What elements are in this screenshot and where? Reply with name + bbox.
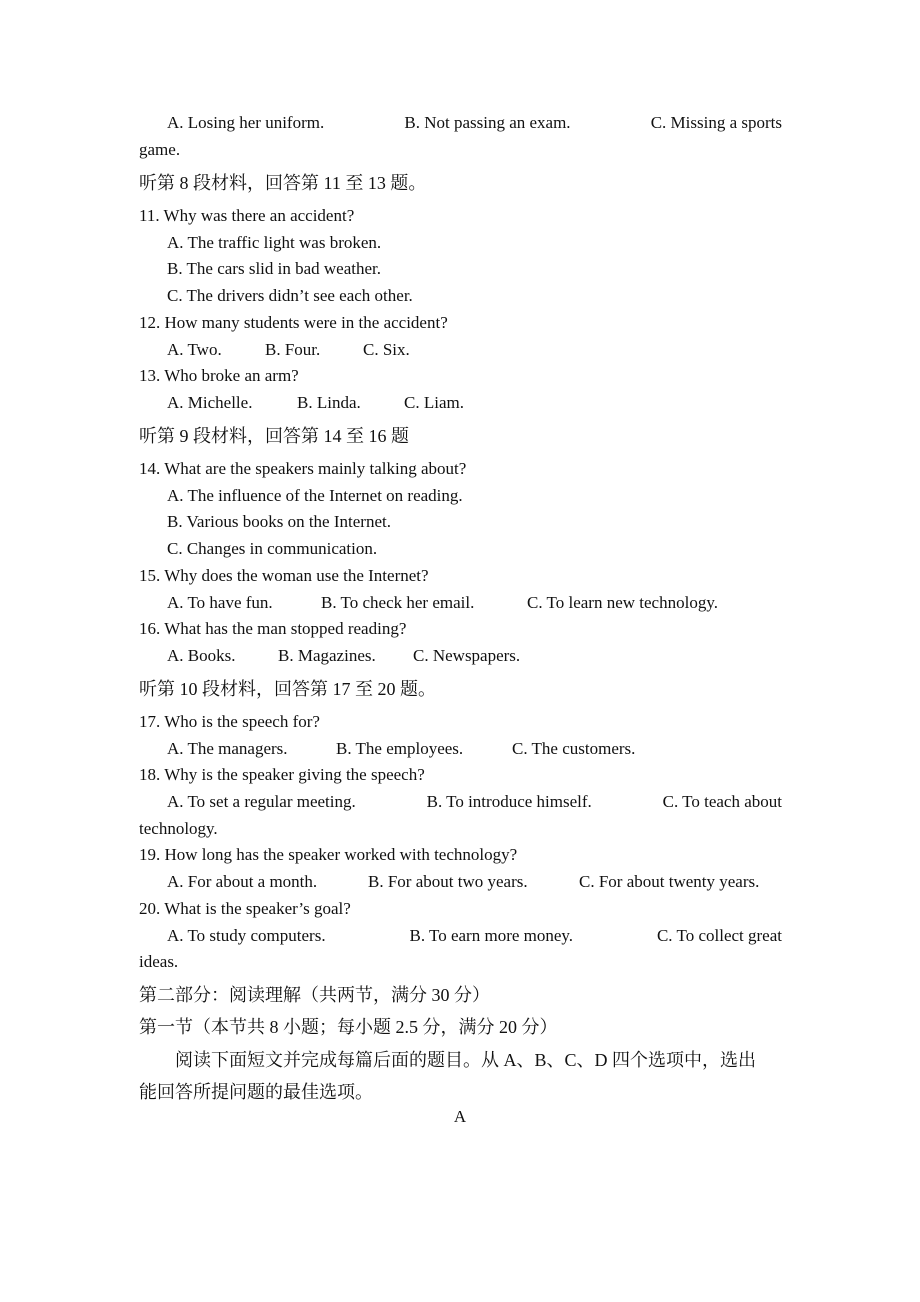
q16-option-a: A. Books.	[167, 646, 236, 665]
q19-question: 19. How long has the speaker worked with technology?	[139, 845, 518, 864]
q20-option-a: A. To study computers.	[167, 926, 326, 945]
q20-options-row	[167, 925, 782, 947]
q14-option-c: C. Changes in communication.	[167, 539, 378, 558]
q13-question: 13. Who broke an arm?	[139, 366, 299, 385]
q15-option-a: A. To have fun.	[167, 593, 273, 612]
q18-option-c: C. To teach about	[662, 792, 782, 811]
q18-question: 18. Why is the speaker giving the speech?	[139, 765, 425, 784]
q12-option-c: C. Six.	[363, 340, 410, 359]
q20-option-c: C. To collect great	[656, 926, 782, 945]
q11-option-b: B. The cars slid in bad weather.	[167, 259, 382, 278]
q10-option-b: B. Not passing an exam.	[404, 113, 571, 132]
q13-options-row	[167, 392, 782, 414]
part2-section1-title: 第一节（本节共 8 小题；每小题 2.5 分，满分 20 分）	[139, 1017, 558, 1037]
q18-option-a: A. To set a regular meeting.	[167, 792, 356, 811]
q14-option-a: A. The influence of the Internet on reading.	[167, 486, 463, 505]
q16-option-c: C. Newspapers.	[413, 646, 521, 665]
q13-option-a: A. Michelle.	[167, 393, 253, 412]
q18-options-row	[167, 791, 782, 813]
q14-option-b: B. Various books on the Internet.	[167, 512, 391, 531]
q10-option-a: A. Losing her uniform.	[167, 113, 325, 132]
q17-option-a: A. The managers.	[167, 739, 288, 758]
passage-label: A	[453, 1107, 467, 1126]
q20-question: 20. What is the speaker’s goal?	[139, 899, 351, 918]
q12-question: 12. How many students were in the accident?	[139, 313, 448, 332]
q13-option-c: C. Liam.	[404, 393, 464, 412]
q10-options-row	[167, 112, 782, 134]
q10-option-c-wrap: game.	[139, 140, 181, 159]
section9-header: 听第 9 段材料，回答第 14 至 16 题	[139, 426, 409, 446]
q11-question: 11. Why was there an accident?	[139, 206, 355, 225]
q17-option-c: C. The customers.	[512, 739, 636, 758]
q17-options-row	[167, 738, 782, 760]
q10-option-c: C. Missing a sports	[650, 113, 782, 132]
q13-option-b: B. Linda.	[297, 393, 361, 412]
q18-option-c-wrap: technology.	[139, 819, 218, 838]
q11-option-a: A. The traffic light was broken.	[167, 233, 382, 252]
q12-option-a: A. Two.	[167, 340, 222, 359]
q19-options-row	[167, 871, 782, 893]
q18-option-b: B. To introduce himself.	[426, 792, 592, 811]
q12-options-row	[167, 339, 782, 361]
q16-option-b: B. Magazines.	[278, 646, 376, 665]
q15-question: 15. Why does the woman use the Internet?	[139, 566, 429, 585]
part2-instruction-line1: 阅读下面短文并完成每篇后面的题目。从 A、B、C、D 四个选项中，选出	[175, 1050, 757, 1070]
q15-option-c: C. To learn new technology.	[527, 593, 718, 612]
q12-option-b: B. Four.	[265, 340, 321, 359]
part2-instruction-line2: 能回答所提问题的最佳选项。	[139, 1082, 373, 1102]
q20-option-c-wrap: ideas.	[139, 952, 179, 971]
q15-option-b: B. To check her email.	[321, 593, 475, 612]
part2-title: 第二部分：阅读理解（共两节，满分 30 分）	[139, 985, 490, 1005]
q14-question: 14. What are the speakers mainly talking about?	[139, 459, 467, 478]
q17-option-b: B. The employees.	[336, 739, 464, 758]
section8-header: 听第 8 段材料，回答第 11 至 13 题。	[139, 173, 427, 193]
q16-question: 16. What has the man stopped reading?	[139, 619, 407, 638]
q19-option-a: A. For about a month.	[167, 872, 318, 891]
q19-option-b: B. For about two years.	[368, 872, 528, 891]
q11-option-c: C. The drivers didn’t see each other.	[167, 286, 413, 305]
section10-header: 听第 10 段材料，回答第 17 至 20 题。	[139, 679, 436, 699]
q15-options-row	[167, 592, 782, 614]
q16-options-row	[167, 645, 782, 667]
q17-question: 17. Who is the speech for?	[139, 712, 320, 731]
q20-option-b: B. To earn more money.	[409, 926, 574, 945]
q19-option-c: C. For about twenty years.	[579, 872, 760, 891]
